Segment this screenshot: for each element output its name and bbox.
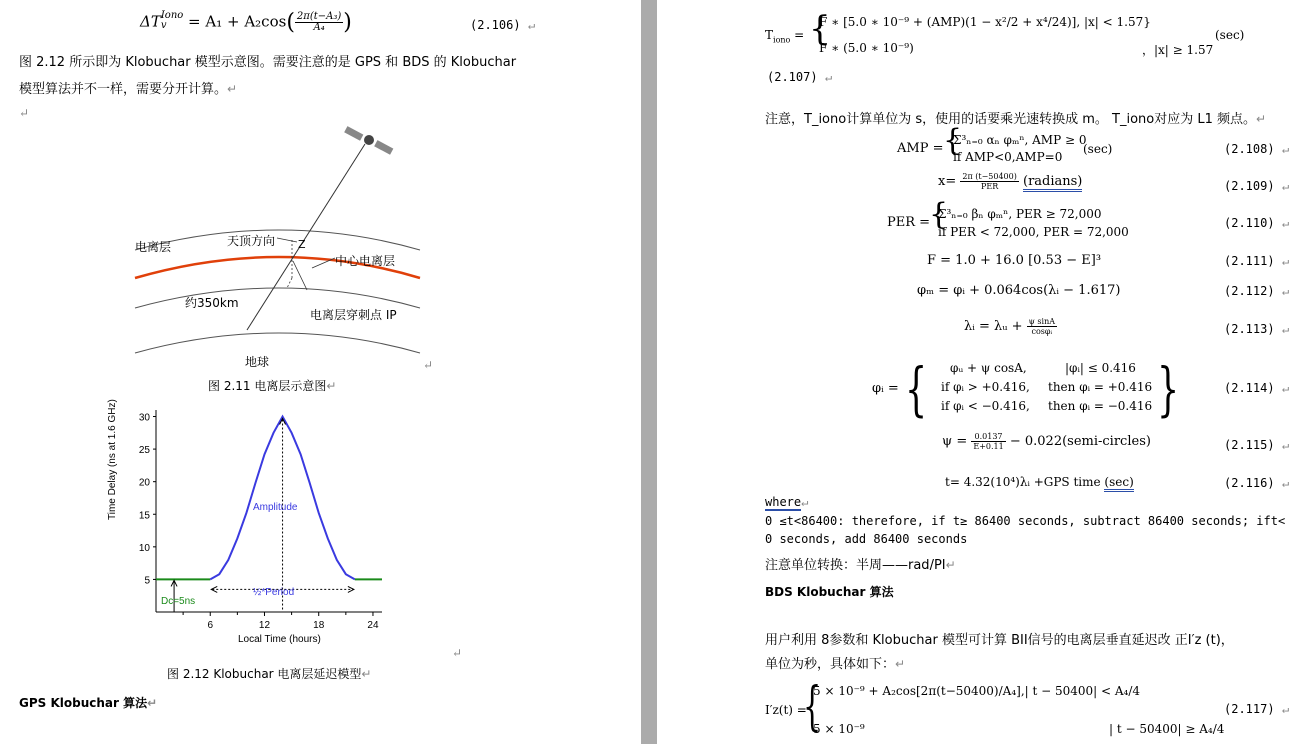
eq-2107-unit: (sec) <box>1215 28 1245 42</box>
eq-2106-mid: = A₁ + A₂cos <box>183 12 287 31</box>
eq-2110-number: (2.110) ↵ <box>1224 216 1290 230</box>
eq-2114-number: (2.114) ↵ <box>1224 381 1290 395</box>
left-page <box>0 0 641 744</box>
eq-2106-number: (2.106) ↵ <box>470 18 536 32</box>
eq-2107-number: (2.107) ↵ <box>767 70 833 84</box>
equation-2-116: t= 4.32(10⁴)λᵢ +GPS time (sec) <box>945 475 1134 489</box>
chart-y-tick-label: 30 <box>138 412 150 424</box>
equation-2-115: ψ = $\frac{0.0137}{E+0.11}$ − 0.022(semi-circles) <box>942 432 1151 451</box>
chart-y-tick-label: 15 <box>138 510 150 522</box>
eq-2114-lhs: φᵢ = <box>872 381 899 396</box>
eq-2114-r2b: then φᵢ = +0.416 <box>1048 380 1153 394</box>
eq-2107-row2: F ∗ (5.0 ∗ 10⁻⁹) <box>819 41 914 55</box>
label-ionosphere: 电离层 <box>135 240 172 254</box>
bds-paragraph-line: 单位为秒，具体如下：↵ <box>765 657 906 672</box>
chart-x-tick-label: 18 <box>313 620 325 631</box>
eq-2107-row2-cond: ，|x| ≥ 1.57 <box>1142 43 1214 57</box>
eq-2114-r2a: if φᵢ > +0.416, <box>941 380 1030 394</box>
equation-2-111: F = 1.0 + 16.0 [0.53 − E]³ <box>927 253 1102 268</box>
section-heading-bds: BDS Klobuchar 算法 <box>765 585 894 599</box>
condition-line: 0 ≤t<86400: therefore, if t≥ 86400 seconds, subtract 86400 seconds; ift< <box>765 514 1286 528</box>
klobuchar-chart <box>100 402 400 650</box>
equation-2-106: ΔT Iono v = A₁ + A₂cos( $\frac{\text{2π(t−A₃)}}{\text{A₄}}$ ) <box>140 9 352 35</box>
paragraph-line: 模型算法并不一样，需要分开计算。↵ <box>19 82 238 97</box>
equation-2-112: φₘ = φᵢ + 0.064cos(λᵢ − 1.617) <box>917 283 1121 298</box>
chart-x-tick-label: 12 <box>258 620 271 631</box>
eq-2114-r1b: |φᵢ| ≤ 0.416 <box>1065 361 1136 375</box>
section-heading-gps: GPS Klobuchar 算法↵ <box>19 696 158 710</box>
paragraph-mark: ↵ <box>423 358 434 372</box>
chart-x-tick-label: 6 <box>207 620 214 631</box>
eq-2110-row1: Σ³ₙ₌₀ βₙ φₘⁿ, PER ≥ 72,000 <box>938 207 1102 221</box>
eq-2111-number: (2.111) ↵ <box>1224 254 1290 268</box>
figure-caption-2-11: 图 2.11 电离层示意图↵ <box>208 379 337 393</box>
chart-y-tick-label: 10 <box>138 542 150 554</box>
note-units: 注意，T_iono计算单位为 s，使用的话要乘光速转换成 m。 T_iono对应为 L1 频点。↵ <box>765 112 1267 127</box>
eq-2107-row1: F ∗ [5.0 ∗ 10⁻⁹ + (AMP)(1 − x²/2 + x⁴/24)], |x| < 1.57} <box>819 15 1151 29</box>
eq-2108-row2: if AMP<0,AMP=0 <box>953 150 1063 164</box>
paragraph-line: 图 2.12 所示即为 Klobuchar 模型示意图。需要注意的是 GPS 和 BDS 的 Klobuchar <box>19 55 517 70</box>
eq-2106-lhs: ΔT <box>140 12 161 31</box>
label-height: 约350km <box>185 296 239 310</box>
chart-x-tick-label: 24 <box>367 620 379 631</box>
where-label: where↵ <box>765 495 809 509</box>
satellite-icon <box>344 126 393 155</box>
unit-note: 注意单位转换：半周——rad/PI↵ <box>765 558 956 573</box>
eq-2117-row2: 5 × 10⁻⁹ <box>813 722 865 736</box>
eq-2112-number: (2.112) ↵ <box>1224 284 1290 298</box>
eq-2108-lhs: AMP = <box>897 141 944 156</box>
chart-x-axis-title: Local Time (hours) <box>238 634 321 645</box>
chart-y-tick-label: 20 <box>138 477 150 489</box>
eq-2106-sup: Iono <box>160 9 184 21</box>
eq-2117-lhs: I′z(t) = <box>765 703 807 717</box>
eq-2115-number: (2.115) ↵ <box>1224 438 1290 452</box>
chart-dc-label: Dc=5ns <box>161 596 196 607</box>
label-earth: 地球 <box>245 355 270 369</box>
eq-2114-r3a: if φᵢ < −0.416, <box>941 399 1030 413</box>
eq-2108-row1: Σ³ₙ₌₀ αₙ φₘⁿ, AMP ≥ 0 <box>953 133 1087 147</box>
eq-2108-unit: (sec) <box>1083 142 1113 156</box>
eq-2110-lhs: PER = <box>887 215 931 230</box>
chart-amplitude-label: Amplitude <box>253 502 298 513</box>
right-page: $T_{iono}$ = { F ∗ [5.0 ∗ 10⁻⁹ + (AMP)(1 − x²/2 + x⁴/24)], |x| < 1.57} F ∗ (5.0 ∗ 10⁻⁹) ，|x| ≥ 1.57 (sec) (2.107) ↵ 注意，T_iono计算单位为 s，使用的话要乘光速转换成 m。 T_iono对应为 L1 频点。↵ AMP = { Σ³ₙ₌₀ αₙ φₘⁿ, AMP ≥ 0 if AMP<0,AMP=0 (sec) (2.108) ↵ x= $\frac{2\pi (t-50400)}{\text{PER}}$ (radians) (2.109) ↵ PER = { Σ³ₙ₌₀ βₙ φₘⁿ, PER ≥ 72,000 if PER < 72,000, PER = 72,000 (2.110) ↵ F = 1.0 + 16.0 [0.53 − E]³ (2.111) ↵ φₘ = φᵢ + 0.064cos(λᵢ − 1.617) (2.112) ↵ λᵢ = λᵤ + $\frac{\text{ψ sinA}}{\text{cosφᵢ}}$ (2.113) ↵ φᵢ = { φᵤ + ψ cosA, |φᵢ| ≤ 0.416 if φᵢ > +0.416, then φᵢ = +0.416 if φᵢ < −0.416, then φᵢ = −0.416 } (2.114) ↵ ψ = $\frac{0.0137}{E+0.11}$ − 0.022(semi-circles) (2.115) ↵ t= 4.32(10⁴)λᵢ +GPS time (sec) (2.116) ↵ where↵ 0 ≤t<86400: therefore, if t≥ 86400 seconds, subtract 86400 seconds; ift< 0 seconds, add 86400 seconds 注意单位转换：半周——rad/PI↵ BDS Klobuchar 算法 用户利用 8参数和 Klobuchar 模型可计算 BII信号的电离层垂直延迟改 正I′z (t)， 单位为秒，具体如下：↵ I′z(t) = { 5 × 10⁻⁹ + A₂cos[2π(t−50400)/A₄],| t − 50400| < A₄/4 5 × 10⁻⁹ | t − 50400| ≥ A₄/4 (2.117) ↵ <box>657 0 1315 744</box>
chart-period-label: ½*Period <box>253 587 295 598</box>
equation-2-109: x= $\frac{2\pi (t-50400)}{\text{PER}}$ (radians) <box>938 172 1083 191</box>
eq-2114-r3b: then φᵢ = −0.416 <box>1048 399 1153 413</box>
label-pierce-point: 电离层穿刺点 IP <box>310 308 397 322</box>
condition-line: 0 seconds, add 86400 seconds <box>765 532 968 546</box>
figure-caption-2-12: 图 2.12 Klobuchar 电离层延迟模型↵ <box>167 667 372 681</box>
chart-y-tick-label: 25 <box>138 445 150 457</box>
eq-2114-r1a: φᵤ + ψ cosA, <box>950 361 1027 375</box>
eq-2106-num: 2π(t−A₃) <box>296 11 342 22</box>
chart-y-axis-title: Time Delay (ns at 1.6 GHz) <box>107 399 118 520</box>
label-zenith: 天顶方向 <box>227 234 276 248</box>
label-center-layer: 中心电离层 <box>335 254 396 268</box>
label-z: Z <box>298 238 306 251</box>
eq-2110-row2: if PER < 72,000, PER = 72,000 <box>938 225 1129 239</box>
eq-2117-row1: 5 × 10⁻⁹ + A₂cos[2π(t−50400)/A₄],| t − 50400| < A₄/4 <box>813 684 1141 698</box>
eq-2106-den: A₄ <box>313 22 325 33</box>
bds-paragraph-line: 用户利用 8参数和 Klobuchar 模型可计算 BII信号的电离层垂直延迟改 正I′z (t)， <box>765 633 1234 648</box>
eq-2109-number: (2.109) ↵ <box>1224 179 1290 193</box>
eq-2117-row2-cond: | t − 50400| ≥ A₄/4 <box>1109 722 1225 736</box>
eq-2113-number: (2.113) ↵ <box>1224 322 1290 336</box>
paragraph-mark: ↵ <box>452 646 463 660</box>
eq-2108-number: (2.108) ↵ <box>1224 142 1290 156</box>
page-gutter <box>641 0 657 744</box>
eq-2106-sub: v <box>160 19 167 31</box>
eq-2116-number: (2.116) ↵ <box>1224 476 1290 490</box>
eq-2117-number: (2.117) ↵ <box>1224 702 1290 716</box>
paragraph-mark: ↵ <box>19 106 30 120</box>
chart-y-tick-label: 5 <box>144 575 150 587</box>
equation-2-113: λᵢ = λᵤ + $\frac{\text{ψ sinA}}{\text{cosφᵢ}}$ <box>964 317 1056 336</box>
eq-2107-lhs: $T_{iono}$ = <box>765 28 805 45</box>
